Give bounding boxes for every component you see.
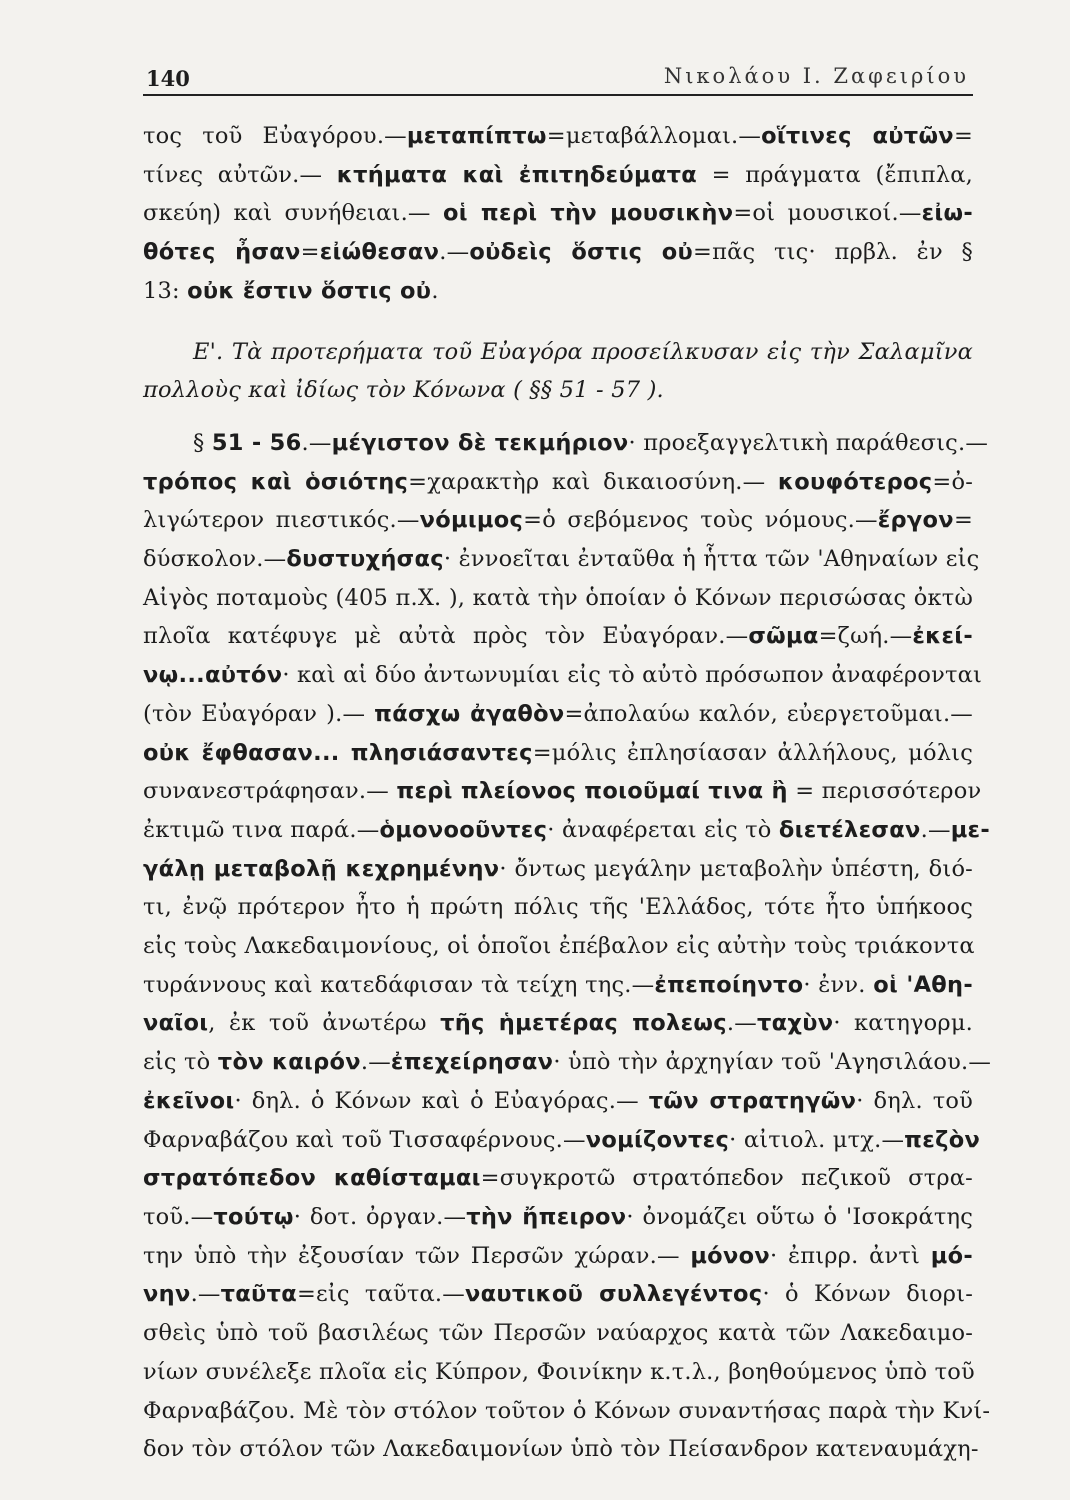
gloss-text: τίνες αὐτῶν.—: [143, 161, 337, 188]
gloss-text: =μεταβάλλομαι.—: [546, 123, 762, 149]
lemma-term: θότες ἦσαν: [143, 239, 301, 266]
text-line: [143, 617, 973, 656]
lemma-term: γάλῃ μεταβολῇ κεχρημένην: [143, 855, 500, 882]
gloss-text: =: [953, 507, 973, 534]
text-line: [143, 156, 973, 195]
gloss-text: · ὄντως μεγάλην μεταβολὴν ὑπέστη, διό-: [499, 855, 973, 882]
text-line: [143, 656, 983, 695]
lemma-term: κτήματα καὶ ἐπιτηδεύματα: [336, 161, 697, 188]
gloss-text: · ἐπιρρ. ἀντὶ: [769, 1242, 931, 1269]
lemma-term: τῆς ἡμετέρας πολεως: [440, 1010, 727, 1037]
gloss-text: §: [193, 429, 212, 456]
text-line: [143, 371, 973, 410]
lemma-term: ἐπεποίηντο: [654, 971, 804, 998]
gloss-text: Φαρναβάζου. Μὲ τὸν στόλον τοῦτον ὁ Κόνων συναντήσας παρὰ τὴν Κνί-: [143, 1397, 991, 1424]
gloss-text: · ὁ Κόνων διορι-: [762, 1281, 974, 1308]
lemma-term: περὶ πλείονος ποιοῦμαί τινα ἢ: [396, 778, 788, 805]
lemma-term: 51 - 56: [211, 429, 302, 456]
lemma-term: νομίζοντες: [585, 1126, 730, 1153]
lemma-term: μεταπίπτω: [406, 123, 547, 149]
gloss-text: εἰς τοὺς Λακεδαιμονίους, οἱ ὁποῖοι ἐπέβαλον εἰς αὐτὴν τοὺς τριάκοντα: [143, 933, 975, 960]
text-line: [143, 333, 973, 372]
lemma-term: νῳ...αὐτόν: [143, 662, 283, 689]
gloss-text: · ὑπὸ τὴν ἀρχηγίαν τοῦ 'Αγησιλάου.—: [553, 1049, 992, 1076]
text-line: [143, 1353, 973, 1392]
gloss-text: · δηλ. τοῦ: [856, 1087, 973, 1114]
lemma-term: πάσχω ἀγαθὸν: [374, 700, 565, 727]
lemma-term: πεζὸν: [904, 1126, 981, 1153]
text-line: [143, 811, 991, 850]
page-header: [143, 58, 973, 96]
lemma-term: μέγιστον δὲ τεκμήριον: [331, 429, 629, 456]
text-line: [143, 695, 973, 734]
lemma-term: ἐπεχείρησαν: [390, 1049, 554, 1076]
gloss-text: τοῦ.—: [143, 1203, 214, 1230]
gloss-text: · προεξαγγελτικὴ παράθεσις.—: [628, 429, 989, 456]
text-line: [143, 850, 973, 889]
lemma-term: οἱ 'Αθη-: [873, 971, 973, 998]
gloss-text: .—: [726, 1010, 757, 1037]
gloss-text: Φαρναβάζου καὶ τοῦ Τισσαφέρνους.—: [143, 1126, 586, 1153]
gloss-text: = πράγματα (ἔπιπλα,: [697, 161, 973, 188]
gloss-text: δύσκολον.—: [143, 546, 287, 573]
gloss-text: =οἱ μουσικοί.—: [733, 200, 922, 227]
lemma-term: οὐκ ἔφθασαν... πλησιάσαντες: [143, 739, 533, 766]
gloss-text: · ὀνομάζει οὕτω ὁ 'Ισοκράτης: [626, 1203, 973, 1230]
gloss-text: ἐκτιμῶ τινα παρά.—: [143, 816, 380, 843]
paragraph: [143, 117, 973, 311]
text-line: [143, 194, 973, 233]
lemma-term: ἐκεί-: [912, 623, 973, 650]
gloss-text: την ὑπὸ τὴν ἐξουσίαν τῶν Περσῶν χώραν.—: [143, 1242, 691, 1269]
gloss-text: =πᾶς τις· πρβλ. ἐν §: [693, 239, 973, 266]
text-line: [143, 772, 982, 811]
paragraph: [143, 333, 973, 410]
gloss-text: τυράννους καὶ κατεδάφισαν τὰ τείχη της.—: [143, 971, 655, 998]
gloss-text: =χαρακτὴρ καὶ δικαιοσύνη.—: [408, 468, 778, 495]
text-line: [143, 540, 980, 579]
text-line: [143, 1314, 973, 1353]
gloss-text: · αἰτιολ. μτχ.—: [729, 1126, 905, 1153]
lemma-term: ἐκεῖνοι: [143, 1087, 235, 1114]
text-line: [143, 927, 973, 966]
gloss-text: σκεύη) καὶ συνήθειαι.—: [143, 200, 443, 227]
text-line: [143, 272, 973, 311]
text-line: [143, 1237, 973, 1276]
text-line: [143, 1159, 973, 1198]
text-line: [143, 1392, 991, 1431]
text-line: [143, 1043, 992, 1082]
lemma-term: μό-: [930, 1242, 973, 1269]
gloss-text: · κατηγορμ.: [833, 1010, 973, 1037]
text-line: [143, 501, 973, 540]
lemma-term: ταχὺν: [756, 1010, 834, 1037]
gloss-text: σθεὶς ὑπὸ τοῦ βασιλέως τῶν Περσῶν ναύαρχος κατὰ τῶν Λακεδαιμο-: [143, 1320, 973, 1347]
text-line: [143, 888, 973, 927]
gloss-text: .: [431, 277, 439, 304]
gloss-text: · δοτ. ὀργαν.—: [293, 1203, 467, 1230]
lemma-term: διετέλεσαν: [778, 816, 921, 843]
lemma-term: τρόπος καὶ ὁσιότης: [143, 468, 409, 495]
lemma-term: ὁμονοοῦντες: [379, 816, 548, 843]
running-head: Νικολάου Ι. Ζαφειρίου: [663, 64, 969, 88]
text-line: [143, 233, 973, 272]
gloss-text: εἰς τὸ: [143, 1049, 218, 1076]
gloss-text: =εἰς ταῦτα.—: [296, 1281, 465, 1308]
paragraph: [143, 424, 992, 1469]
gloss-text: συνανεστράφησαν.—: [143, 778, 397, 805]
lemma-term: μόνον: [690, 1242, 770, 1269]
gloss-text: πλοῖα κατέφυγε μὲ αὐτὰ πρὸς τὸν Εὐαγόραν.—: [143, 623, 749, 650]
text-line: [143, 1082, 973, 1121]
gloss-text: =μόλις ἐπλησίασαν ἀλλήλους, μόλις: [532, 739, 973, 766]
lemma-term: στρατόπεδον καθίσταμαι: [143, 1165, 481, 1192]
gloss-text: · ἀναφέρεται εἰς τὸ: [547, 816, 779, 843]
lemma-term: νην: [143, 1281, 191, 1308]
lemma-term: ἔργον: [877, 507, 954, 534]
gloss-text: · καὶ αἱ δύο ἀντωνυμίαι εἰς τὸ αὐτὸ πρόσωπον ἀναφέρονται: [282, 662, 983, 689]
gloss-text: .—: [360, 1049, 391, 1076]
section-heading-text: Ε'. Τὰ προτερήματα τοῦ Εὐαγόρα προσείλκυσαν εἰς τὴν Σαλαμῖνα: [193, 338, 973, 365]
gloss-text: .—: [439, 239, 470, 266]
gloss-text: τι, ἐνῷ πρότερον ἦτο ἡ πρώτη πόλις τῆς 'Ελλάδος, τότε ἦτο ὑπήκοος: [143, 894, 973, 921]
lemma-term: τούτῳ: [213, 1203, 294, 1230]
gloss-text: 13:: [143, 277, 188, 304]
gloss-text: =ὀ-: [932, 468, 973, 495]
text-line: [143, 1004, 973, 1043]
gloss-text: = περισσότερον: [787, 778, 982, 805]
text-line: [143, 1198, 973, 1237]
gloss-text: · δηλ. ὁ Κόνων καὶ ὁ Εὐαγόρας.—: [234, 1087, 649, 1114]
lemma-term: οἵτινες αὐτῶν: [761, 123, 954, 149]
lemma-term: τῶν στρατηγῶν: [648, 1087, 857, 1114]
text-line: [143, 1121, 981, 1160]
lemma-term: εἰω-: [921, 200, 973, 227]
gloss-text: =ζωή.—: [818, 623, 913, 650]
lemma-term: σῶμα: [748, 623, 819, 650]
text-line: [143, 1275, 973, 1314]
gloss-text: =ἀπολαύω καλόν, εὐεργετοῦμαι.—: [564, 700, 973, 727]
gloss-text: , ἐκ τοῦ ἀνωτέρω: [208, 1010, 441, 1037]
section-heading-text: πολλοὺς καὶ ἰδίως τὸν Κόνωνα ( §§ 51 - 57 ).: [143, 377, 664, 404]
lemma-term: ναυτικοῦ συλλεγέντος: [464, 1281, 763, 1308]
gloss-text: Αἰγὸς ποταμοὺς (405 π.Χ. ), κατὰ τὴν ὁποίαν ὁ Κόνων περισώσας ὀκτὼ: [143, 584, 973, 611]
page-number: 140: [146, 66, 190, 91]
text-line: [143, 424, 989, 463]
gloss-text: .—: [301, 429, 332, 456]
gloss-text: λιγώτερον πιεστικός.—: [143, 507, 420, 534]
page-body-text: [143, 117, 992, 1469]
lemma-term: τὴν ἤπειρον: [466, 1203, 627, 1230]
text-line: [143, 734, 973, 773]
lemma-term: οὐδεὶς ὅστις οὐ: [469, 239, 694, 266]
gloss-text: =: [300, 239, 320, 266]
lemma-term: κουφότερος: [777, 468, 933, 495]
lemma-term: οἱ περὶ τὴν μουσικὴν: [442, 200, 734, 227]
lemma-term: νόμιμος: [419, 507, 524, 534]
text-line: [143, 117, 973, 156]
lemma-term: δυστυχήσας: [286, 546, 444, 573]
gloss-text: =: [953, 123, 973, 149]
gloss-text: · ἐνν.: [803, 971, 874, 998]
lemma-term: οὐκ ἔστιν ὅστις οὐ: [187, 277, 432, 304]
gloss-text: .—: [920, 816, 951, 843]
gloss-text: δον τὸν στόλον τῶν Λακεδαιμονίων ὑπὸ τὸν Πείσανδρον κατεναυμάχη-: [143, 1436, 979, 1463]
text-line: [143, 463, 973, 502]
lemma-term: ταῦτα: [220, 1281, 297, 1308]
gloss-text: · ἐννοεῖται ἐνταῦθα ἡ ἧττα τῶν 'Αθηναίων εἰς: [443, 546, 980, 573]
lemma-term: εἰώθεσαν: [319, 239, 440, 266]
text-line: [143, 1430, 979, 1469]
gloss-text: τος τοῦ Εὐαγόρου.—: [143, 123, 407, 149]
lemma-term: ναῖοι: [143, 1010, 209, 1037]
text-line: [143, 579, 973, 618]
lemma-term: με-: [950, 816, 991, 843]
gloss-text: (τὸν Εὐαγόραν ).—: [143, 700, 375, 727]
gloss-text: .—: [190, 1281, 221, 1308]
lemma-term: τὸν καιρόν: [217, 1049, 361, 1076]
gloss-text: νίων συνέλεξε πλοῖα εἰς Κύπρον, Φοινίκην κ.τ.λ., βοηθούμενος ὑπὸ τοῦ: [143, 1358, 975, 1385]
text-line: [143, 966, 973, 1005]
gloss-text: =ὁ σεβόμενος τοὺς νόμους.—: [523, 507, 878, 534]
gloss-text: =συγκροτῶ στρατόπεδον πεζικοῦ στρα-: [480, 1165, 973, 1192]
